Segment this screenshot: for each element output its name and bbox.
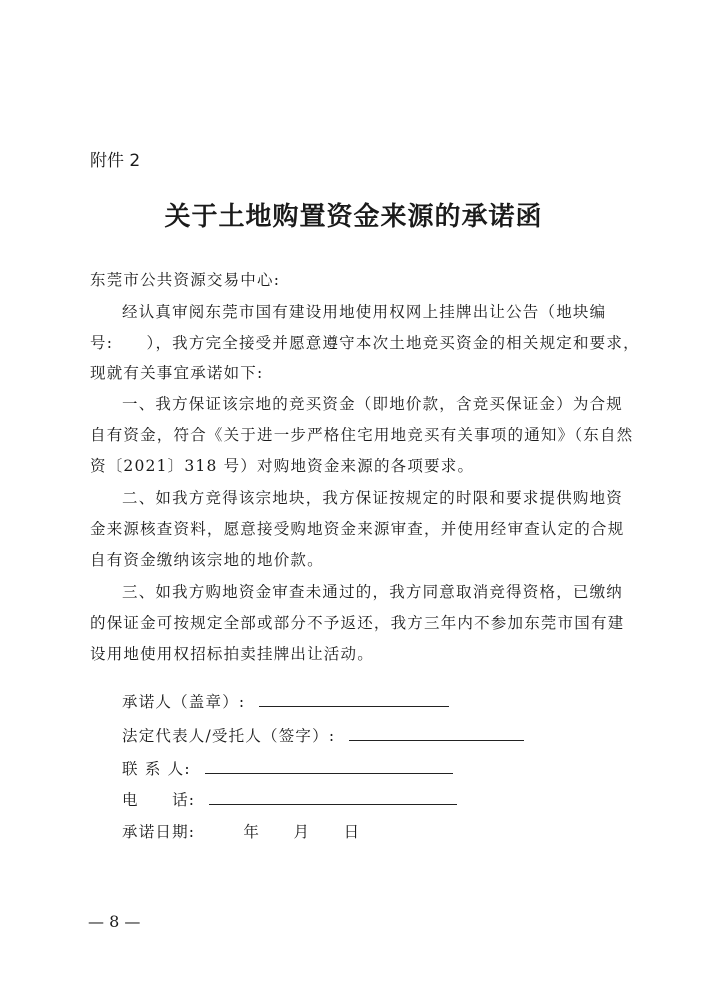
paragraph-4-line-2: 的保证金可按规定全部或部分不予返还，我方三年内不参加东莞市国有建 <box>90 614 625 632</box>
legal-rep-signature-line[interactable] <box>349 724 524 741</box>
paragraph-1-line-2: 号: ），我方完全接受并愿意遵守本次土地竞买资金的相关规定和要求， <box>90 334 640 352</box>
paragraph-3-line-1: 二、如我方竞得该宗地块，我方保证按规定的时限和要求提供购地资 <box>122 489 624 507</box>
paragraph-2-line-3: 资〔2021〕318 号）对购地资金来源的各项要求。 <box>90 457 475 475</box>
date-fields: 年 月 日 <box>243 823 361 841</box>
paragraph-4-line-1: 三、如我方购地资金审查未通过的，我方同意取消竞得资格，已缴纳 <box>122 583 624 601</box>
paragraph-3-line-3: 自有资金缴纳该宗地的地价款。 <box>90 551 324 569</box>
attachment-label: 附件 2 <box>90 151 141 171</box>
document-title: 关于土地购置资金来源的承诺函 <box>164 202 543 232</box>
phone-row <box>122 788 457 810</box>
paragraph-3-line-2: 金来源核查资料，愿意接受购地资金来源审查，并使用经审查认定的合规 <box>90 520 625 538</box>
date-label: 承诺日期: <box>122 823 196 841</box>
paragraph-4-line-3: 设用地使用权招标拍卖挂牌出让活动。 <box>90 645 374 663</box>
phone-label: 电 话: <box>122 791 196 809</box>
paragraph-1-line-1: 经认真审阅东莞市国有建设用地使用权网上挂牌出让公告（地块编 <box>122 303 607 321</box>
legal-rep-label: 法定代表人/受托人（签字）: <box>122 727 336 745</box>
page-number: — 8 — <box>88 912 141 931</box>
promisor-row <box>122 690 449 712</box>
paragraph-1-line-3: 现就有关事宜承诺如下: <box>90 364 264 382</box>
promisor-label: 承诺人（盖章）: <box>122 693 246 711</box>
legal-rep-row <box>122 724 524 746</box>
phone-line[interactable] <box>209 788 457 805</box>
contact-line[interactable] <box>205 757 453 774</box>
paragraph-2-line-1: 一、我方保证该宗地的竞买资金（即地价款，含竞买保证金）为合规 <box>122 395 624 413</box>
paragraph-2-line-2: 自有资金，符合《关于进一步严格住宅用地竞买有关事项的通知》（东自然 <box>90 426 634 444</box>
contact-row <box>122 757 453 779</box>
salutation: 东莞市公共资源交易中心: <box>90 271 281 289</box>
promisor-seal-line[interactable] <box>259 690 449 707</box>
date-row <box>122 820 360 842</box>
contact-label: 联 系 人: <box>122 760 191 778</box>
